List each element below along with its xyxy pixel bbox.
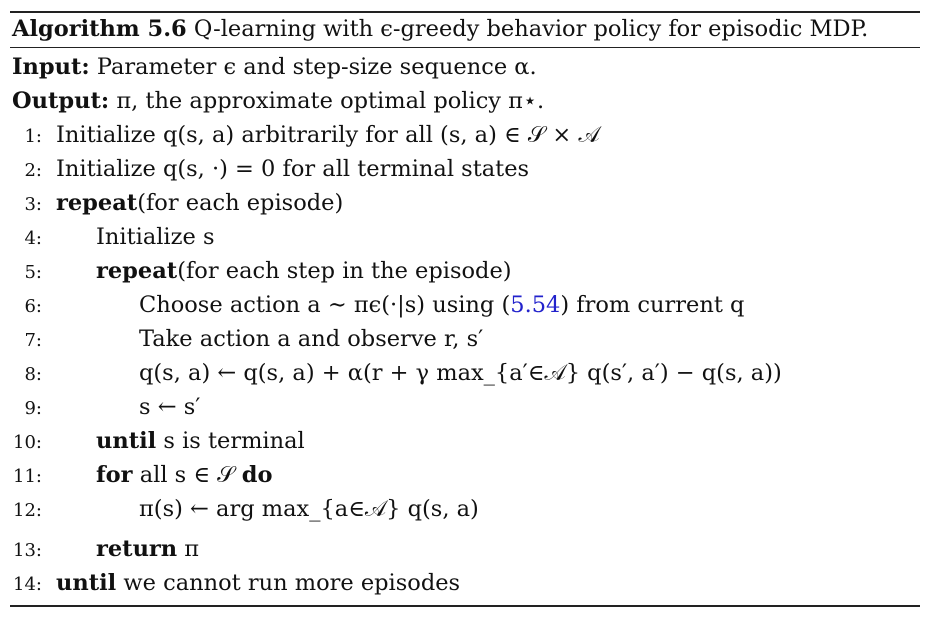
algorithm-title: Q-learning with ϵ-greedy behavior policy for episodic MDP. xyxy=(193,16,869,42)
equation-reference-link[interactable]: 5.54 xyxy=(510,292,561,318)
step-5 xyxy=(12,256,920,288)
line-number: 8: xyxy=(24,364,42,385)
line-number: 5: xyxy=(24,262,42,283)
step-text-end: ) from current q xyxy=(560,292,745,318)
output-label: Output: xyxy=(12,88,110,114)
algorithm-label: Algorithm 5.6 xyxy=(12,16,187,42)
step-text: s is terminal xyxy=(163,428,305,454)
line-number: 12: xyxy=(13,500,42,521)
step-text: (for each step in the episode) xyxy=(177,258,512,284)
caption-rule xyxy=(10,47,920,48)
line-number: 10: xyxy=(13,432,42,453)
output-text: π, the approximate optimal policy π⋆. xyxy=(116,88,545,114)
keyword-for: for xyxy=(96,462,133,488)
keyword-until: until xyxy=(96,428,157,454)
keyword-return: return xyxy=(96,536,178,562)
step-text: Initialize q(s, ·) = 0 for all terminal states xyxy=(56,156,530,182)
line-number: 9: xyxy=(24,398,42,419)
line-number: 13: xyxy=(13,540,42,561)
bottom-rule xyxy=(10,605,920,607)
line-number: 1: xyxy=(24,126,42,147)
keyword-do: do xyxy=(241,462,273,488)
keyword-until: until xyxy=(56,570,117,596)
line-number: 4: xyxy=(24,228,42,249)
policy-extraction: π(s) ← arg max_{a∈𝒜} q(s, a) xyxy=(139,496,479,522)
input-text: Parameter ϵ and step-size sequence α. xyxy=(96,54,537,80)
output-line xyxy=(12,86,920,116)
step-12 xyxy=(12,494,920,526)
step-10 xyxy=(12,426,920,458)
line-number: 14: xyxy=(13,574,42,595)
step-text: Take action a and observe r, s′ xyxy=(139,326,484,352)
step-2 xyxy=(12,154,920,186)
line-number: 2: xyxy=(24,160,42,181)
keyword-repeat: repeat xyxy=(96,258,178,284)
algorithm-caption xyxy=(12,14,920,44)
line-number: 6: xyxy=(24,296,42,317)
step-13 xyxy=(12,534,920,566)
step-1 xyxy=(12,120,920,152)
step-7 xyxy=(12,324,920,356)
top-rule xyxy=(10,11,920,13)
step-text: s ← s′ xyxy=(139,394,201,420)
step-11 xyxy=(12,460,920,492)
step-text: π xyxy=(184,536,200,562)
input-line xyxy=(12,52,920,82)
step-9 xyxy=(12,392,920,424)
step-text: Choose action a ∼ πϵ(·|s) using ( xyxy=(139,292,511,318)
line-number: 7: xyxy=(24,330,42,351)
step-text: Initialize s xyxy=(96,224,215,250)
step-14 xyxy=(12,568,920,600)
step-text: Initialize q(s, a) arbitrarily for all (s, a) ∈ 𝒮 × 𝒜 xyxy=(56,122,600,148)
step-8 xyxy=(12,358,920,390)
step-text: all s ∈ 𝒮 xyxy=(139,462,235,488)
step-4 xyxy=(12,222,920,254)
input-label: Input: xyxy=(12,54,90,80)
step-3 xyxy=(12,188,920,220)
line-number: 3: xyxy=(24,194,42,215)
keyword-repeat: repeat xyxy=(56,190,138,216)
step-6 xyxy=(12,290,920,322)
step-text: (for each episode) xyxy=(137,190,344,216)
line-number: 11: xyxy=(13,466,42,487)
update-rule: q(s, a) ← q(s, a) + α(r + γ max_{a′∈𝒜} q(s′, a′) − q(s, a)) xyxy=(139,360,782,386)
step-text: we cannot run more episodes xyxy=(123,570,461,596)
